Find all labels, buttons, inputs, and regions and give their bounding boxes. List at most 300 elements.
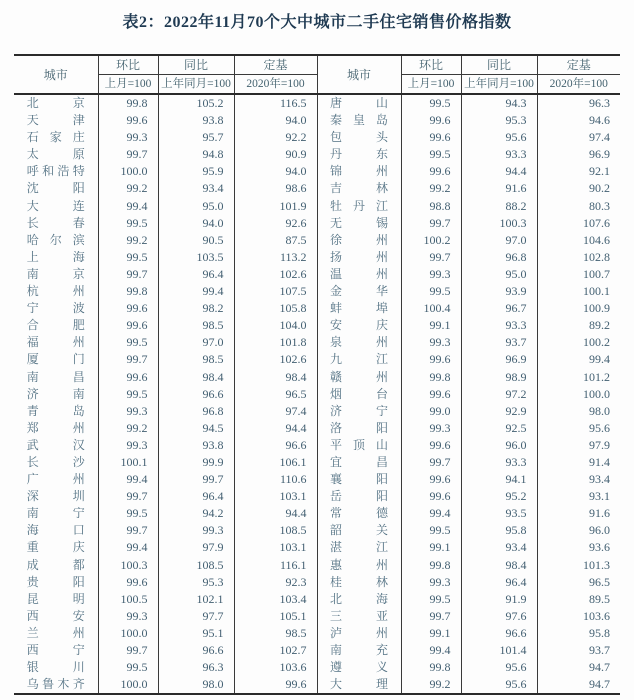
city-name: 徐州: [330, 232, 388, 247]
city-name: 北京: [26, 96, 85, 110]
yoy-value-left: 98.5: [158, 317, 234, 334]
mom-value-left: 99.7: [98, 351, 158, 368]
fixed-value-left: 97.4: [234, 403, 317, 420]
yoy-value-right: 98.9: [461, 369, 537, 386]
city-cell-left: [14, 369, 98, 386]
city-cell-right: [317, 420, 401, 437]
yoy-value-left: 94.5: [158, 420, 234, 437]
table-row: [14, 676, 620, 694]
yoy-value-left: 96.6: [158, 386, 234, 403]
yoy-value-right: 97.0: [461, 232, 537, 249]
table-row: [14, 232, 620, 249]
fixed-value-left: 108.5: [234, 522, 317, 539]
yoy-value-left: 108.5: [158, 557, 234, 574]
city-name: 济南: [26, 386, 85, 401]
city-name: 杭州: [26, 284, 85, 299]
fixed-value-right: 100.7: [537, 266, 620, 283]
city-name: 青岛: [26, 403, 85, 418]
city-cell-right: [317, 180, 401, 197]
table-row: [14, 505, 620, 522]
city-cell-right: [317, 266, 401, 283]
fixed-value-right: 100.2: [537, 334, 620, 351]
mom-value-right: 98.8: [401, 198, 461, 215]
city-cell-right: [317, 591, 401, 608]
mom-value-right: 99.8: [401, 369, 461, 386]
mom-value-left: 99.7: [98, 642, 158, 659]
mom-value-right: 99.6: [401, 351, 461, 368]
yoy-value-right: 91.9: [461, 591, 537, 608]
mom-value-left: 100.5: [98, 591, 158, 608]
mom-value-right: 99.2: [401, 676, 461, 694]
yoy-value-left: 99.9: [158, 454, 234, 471]
city-cell-left: [14, 608, 98, 625]
fixed-value-left: 94.0: [234, 163, 317, 180]
fixed-value-left: 94.0: [234, 112, 317, 129]
mom-value-left: 99.3: [98, 437, 158, 454]
mom-value-right: 99.5: [401, 94, 461, 112]
fixed-value-right: 93.7: [537, 642, 620, 659]
city-cell-right: [317, 437, 401, 454]
city-name: 北海: [330, 591, 388, 606]
yoy-value-left: 97.9: [158, 539, 234, 556]
city-name: 赣州: [330, 369, 388, 384]
yoy-value-right: 97.6: [461, 608, 537, 625]
city-name: 牡丹江: [330, 198, 388, 213]
fixed-value-right: 97.9: [537, 437, 620, 454]
city-cell-right: [317, 351, 401, 368]
yoy-value-right: 98.4: [461, 557, 537, 574]
city-name: 合肥: [26, 318, 85, 333]
city-cell-left: [14, 488, 98, 505]
city-name: 济宁: [330, 403, 388, 418]
city-name: 天津: [26, 113, 85, 128]
city-cell-right: [317, 249, 401, 266]
mom-value-left: 99.4: [98, 198, 158, 215]
city-name: 西安: [26, 608, 85, 623]
table-row: [14, 625, 620, 642]
city-name: 蚌埠: [330, 301, 388, 316]
table-row: [14, 386, 620, 403]
table-row: [14, 659, 620, 676]
city-name: 长沙: [26, 454, 85, 469]
yoy-value-right: 93.3: [461, 146, 537, 163]
table-row: [14, 488, 620, 505]
mom-value-left: 99.2: [98, 180, 158, 197]
city-name: 襄阳: [330, 472, 388, 487]
mom-value-right: 99.5: [401, 522, 461, 539]
mom-value-left: 99.2: [98, 420, 158, 437]
yoy-value-right: 94.4: [461, 163, 537, 180]
yoy-value-right: 93.3: [461, 317, 537, 334]
fixed-value-right: 80.3: [537, 198, 620, 215]
yoy-value-left: 93.4: [158, 180, 234, 197]
yoy-value-right: 95.6: [461, 129, 537, 146]
fixed-value-right: 94.6: [537, 112, 620, 129]
city-name: 宜昌: [330, 454, 388, 469]
yoy-value-left: 102.1: [158, 591, 234, 608]
table-body: [14, 94, 620, 694]
city-cell-left: [14, 386, 98, 403]
mom-value-left: 99.6: [98, 300, 158, 317]
mom-value-left: 99.8: [98, 283, 158, 300]
city-cell-left: [14, 454, 98, 471]
fixed-value-right: 100.9: [537, 300, 620, 317]
yoy-value-right: 100.3: [461, 215, 537, 232]
city-cell-right: [317, 317, 401, 334]
yoy-value-right: 95.6: [461, 659, 537, 676]
yoy-value-left: 98.2: [158, 300, 234, 317]
table-row: [14, 369, 620, 386]
city-cell-left: [14, 112, 98, 129]
city-name: 泸州: [330, 625, 388, 640]
table-row: [14, 522, 620, 539]
yoy-value-left: 95.3: [158, 574, 234, 591]
mom-value-right: 99.7: [401, 454, 461, 471]
yoy-value-right: 93.5: [461, 505, 537, 522]
fixed-value-right: 101.2: [537, 369, 620, 386]
city-name: 桂林: [330, 574, 388, 589]
mom-value-right: 99.6: [401, 386, 461, 403]
table-row: [14, 420, 620, 437]
fixed-value-right: 100.1: [537, 283, 620, 300]
table-row: [14, 608, 620, 625]
city-cell-left: [14, 180, 98, 197]
city-cell-left: [14, 198, 98, 215]
header-mom-right: 环比: [401, 55, 461, 75]
city-name: 锦州: [330, 164, 388, 179]
table-row: [14, 146, 620, 163]
yoy-value-right: 96.4: [461, 574, 537, 591]
table-row: [14, 266, 620, 283]
city-cell-right: [317, 386, 401, 403]
fixed-value-right: 104.6: [537, 232, 620, 249]
yoy-value-right: 93.7: [461, 334, 537, 351]
yoy-value-left: 93.8: [158, 437, 234, 454]
header-fixed-right: 定基: [537, 55, 620, 75]
yoy-value-left: 95.1: [158, 625, 234, 642]
city-name: 南京: [26, 266, 85, 281]
fixed-value-right: 89.2: [537, 317, 620, 334]
fixed-value-left: 102.6: [234, 351, 317, 368]
city-cell-right: [317, 454, 401, 471]
header-yoy-base-left: 上年同月=100: [158, 75, 234, 95]
fixed-value-right: 107.6: [537, 215, 620, 232]
header-row-1: [14, 55, 620, 75]
mom-value-left: 99.5: [98, 334, 158, 351]
fixed-value-right: 102.8: [537, 249, 620, 266]
header-yoy-right: 同比: [461, 55, 537, 75]
city-name: 大理: [330, 677, 388, 692]
fixed-value-right: 96.9: [537, 146, 620, 163]
yoy-value-left: 99.3: [158, 522, 234, 539]
table-row: [14, 180, 620, 197]
city-name: 吉林: [330, 181, 388, 196]
yoy-value-left: 96.4: [158, 488, 234, 505]
fixed-value-left: 98.6: [234, 180, 317, 197]
city-name: 唐山: [330, 96, 388, 110]
city-cell-left: [14, 471, 98, 488]
city-cell-right: [317, 403, 401, 420]
fixed-value-left: 98.4: [234, 369, 317, 386]
yoy-value-left: 98.4: [158, 369, 234, 386]
yoy-value-right: 101.4: [461, 642, 537, 659]
city-cell-right: [317, 300, 401, 317]
yoy-value-left: 94.2: [158, 505, 234, 522]
fixed-value-left: 87.5: [234, 232, 317, 249]
fixed-value-right: 93.6: [537, 539, 620, 556]
city-name: 泉州: [330, 335, 388, 350]
yoy-value-left: 93.8: [158, 112, 234, 129]
city-name: 韶关: [330, 523, 388, 538]
city-cell-right: [317, 505, 401, 522]
mom-value-left: 99.7: [98, 266, 158, 283]
city-name: 平顶山: [330, 437, 388, 452]
city-cell-left: [14, 505, 98, 522]
fixed-value-right: 93.4: [537, 471, 620, 488]
city-name: 洛阳: [330, 420, 388, 435]
fixed-value-left: 94.4: [234, 505, 317, 522]
city-name: 太原: [26, 147, 85, 162]
city-name: 厦门: [26, 352, 85, 367]
city-cell-right: [317, 522, 401, 539]
city-cell-right: [317, 369, 401, 386]
table-row: [14, 112, 620, 129]
city-name: 银川: [26, 660, 85, 675]
city-cell-right: [317, 215, 401, 232]
yoy-value-left: 103.5: [158, 249, 234, 266]
mom-value-right: 99.7: [401, 608, 461, 625]
fixed-value-left: 99.6: [234, 676, 317, 694]
city-cell-right: [317, 283, 401, 300]
mom-value-right: 99.3: [401, 420, 461, 437]
mom-value-right: 99.8: [401, 557, 461, 574]
yoy-value-left: 95.0: [158, 198, 234, 215]
mom-value-left: 100.3: [98, 557, 158, 574]
mom-value-left: 99.5: [98, 505, 158, 522]
fixed-value-left: 101.9: [234, 198, 317, 215]
city-name: 南昌: [26, 369, 85, 384]
yoy-value-left: 98.5: [158, 351, 234, 368]
city-name: 西宁: [26, 643, 85, 657]
yoy-value-left: 97.0: [158, 334, 234, 351]
fixed-value-left: 113.2: [234, 249, 317, 266]
city-cell-left: [14, 163, 98, 180]
yoy-value-right: 93.3: [461, 454, 537, 471]
fixed-value-left: 106.1: [234, 454, 317, 471]
fixed-value-right: 90.2: [537, 180, 620, 197]
yoy-value-right: 96.8: [461, 249, 537, 266]
yoy-value-left: 98.0: [158, 676, 234, 694]
mom-value-right: 99.1: [401, 625, 461, 642]
city-cell-left: [14, 215, 98, 232]
city-cell-left: [14, 676, 98, 694]
yoy-value-left: 99.4: [158, 283, 234, 300]
city-name: 深圳: [26, 489, 85, 504]
mom-value-right: 100.4: [401, 300, 461, 317]
mom-value-left: 100.1: [98, 454, 158, 471]
city-cell-left: [14, 420, 98, 437]
table-row: [14, 215, 620, 232]
table-row: [14, 539, 620, 556]
mom-value-left: 99.6: [98, 369, 158, 386]
fixed-value-right: 93.1: [537, 488, 620, 505]
fixed-value-left: 90.9: [234, 146, 317, 163]
mom-value-right: 99.6: [401, 129, 461, 146]
fixed-value-right: 101.3: [537, 557, 620, 574]
mom-value-left: 99.8: [98, 94, 158, 112]
fixed-value-left: 103.1: [234, 539, 317, 556]
mom-value-right: 99.6: [401, 163, 461, 180]
yoy-value-left: 105.2: [158, 94, 234, 112]
table-row: [14, 403, 620, 420]
city-cell-left: [14, 129, 98, 146]
table-row: [14, 94, 620, 112]
yoy-value-right: 95.8: [461, 522, 537, 539]
city-cell-right: [317, 163, 401, 180]
city-name: 烟台: [330, 386, 388, 401]
mom-value-right: 99.3: [401, 266, 461, 283]
fixed-value-right: 98.0: [537, 403, 620, 420]
city-name: 包头: [330, 130, 388, 145]
city-name: 福州: [26, 335, 85, 350]
mom-value-right: 99.2: [401, 180, 461, 197]
city-name: 南宁: [26, 506, 85, 521]
yoy-value-right: 95.0: [461, 266, 537, 283]
city-cell-right: [317, 642, 401, 659]
fixed-value-left: 103.4: [234, 591, 317, 608]
mom-value-left: 99.5: [98, 215, 158, 232]
city-cell-right: [317, 659, 401, 676]
city-cell-left: [14, 300, 98, 317]
yoy-value-right: 95.3: [461, 112, 537, 129]
table-row: [14, 300, 620, 317]
mom-value-left: 100.0: [98, 163, 158, 180]
city-cell-right: [317, 94, 401, 112]
yoy-value-left: 96.3: [158, 659, 234, 676]
yoy-value-left: 94.0: [158, 215, 234, 232]
yoy-value-right: 94.3: [461, 94, 537, 112]
city-cell-left: [14, 232, 98, 249]
fixed-value-right: 92.1: [537, 163, 620, 180]
yoy-value-right: 95.2: [461, 488, 537, 505]
header-mom-base-right: 上月=100: [401, 75, 461, 95]
city-name: 扬州: [330, 249, 388, 264]
city-cell-right: [317, 625, 401, 642]
fixed-value-right: 99.4: [537, 351, 620, 368]
table-row: [14, 351, 620, 368]
city-name: 昆明: [26, 591, 85, 606]
city-name: 大连: [26, 198, 85, 213]
city-cell-left: [14, 574, 98, 591]
mom-value-right: 99.5: [401, 146, 461, 163]
city-cell-right: [317, 574, 401, 591]
city-name: 重庆: [26, 540, 85, 555]
fixed-value-right: 100.0: [537, 386, 620, 403]
fixed-value-left: 96.5: [234, 386, 317, 403]
fixed-value-right: 95.6: [537, 420, 620, 437]
city-name: 遵义: [330, 660, 388, 675]
mom-value-left: 99.4: [98, 471, 158, 488]
fixed-value-left: 110.6: [234, 471, 317, 488]
city-name: 呼和浩特: [26, 164, 85, 179]
mom-value-right: 99.7: [401, 249, 461, 266]
city-cell-right: [317, 129, 401, 146]
yoy-value-left: 99.7: [158, 471, 234, 488]
mom-value-right: 99.3: [401, 574, 461, 591]
mom-value-right: 99.3: [401, 334, 461, 351]
fixed-value-right: 91.6: [537, 505, 620, 522]
fixed-value-left: 92.6: [234, 215, 317, 232]
fixed-value-right: 95.8: [537, 625, 620, 642]
fixed-value-left: 103.6: [234, 659, 317, 676]
header-city-right: 城市: [317, 55, 401, 94]
mom-value-right: 99.6: [401, 112, 461, 129]
city-name: 金华: [330, 284, 388, 299]
table-row: [14, 437, 620, 454]
fixed-value-right: 91.4: [537, 454, 620, 471]
yoy-value-left: 95.9: [158, 163, 234, 180]
city-cell-left: [14, 659, 98, 676]
fixed-value-left: 104.0: [234, 317, 317, 334]
price-index-table: [14, 54, 620, 695]
mom-value-right: 99.6: [401, 437, 461, 454]
mom-value-left: 99.7: [98, 146, 158, 163]
city-name: 无锡: [330, 215, 388, 230]
mom-value-right: 99.7: [401, 215, 461, 232]
mom-value-right: 99.1: [401, 539, 461, 556]
city-name: 郑州: [26, 420, 85, 435]
city-cell-right: [317, 608, 401, 625]
city-cell-right: [317, 112, 401, 129]
city-cell-right: [317, 539, 401, 556]
yoy-value-right: 97.2: [461, 386, 537, 403]
header-fixed-base-right: 2020年=100: [537, 75, 620, 95]
city-name: 长春: [26, 215, 85, 230]
city-name: 南充: [330, 643, 388, 657]
mom-value-right: 99.6: [401, 471, 461, 488]
fixed-value-left: 96.6: [234, 437, 317, 454]
mom-value-left: 99.3: [98, 403, 158, 420]
table-row: [14, 574, 620, 591]
city-cell-right: [317, 676, 401, 694]
city-cell-left: [14, 283, 98, 300]
yoy-value-left: 96.4: [158, 266, 234, 283]
mom-value-left: 99.7: [98, 522, 158, 539]
city-cell-right: [317, 557, 401, 574]
yoy-value-right: 96.0: [461, 437, 537, 454]
city-name: 兰州: [26, 625, 85, 640]
header-mom-left: 环比: [98, 55, 158, 75]
mom-value-left: 99.3: [98, 608, 158, 625]
yoy-value-right: 92.9: [461, 403, 537, 420]
fixed-value-left: 105.8: [234, 300, 317, 317]
table-row: [14, 249, 620, 266]
header-city-left: 城市: [43, 67, 68, 82]
mom-value-right: 100.2: [401, 232, 461, 249]
table-row: [14, 591, 620, 608]
fixed-value-right: 103.6: [537, 608, 620, 625]
city-name: 武汉: [26, 437, 85, 452]
table-row: [14, 454, 620, 471]
city-cell-left: [14, 522, 98, 539]
yoy-value-left: 94.8: [158, 146, 234, 163]
city-cell-right: [317, 232, 401, 249]
city-cell-left: [14, 317, 98, 334]
city-name: 岳阳: [330, 489, 388, 504]
yoy-value-right: 96.9: [461, 351, 537, 368]
city-cell-left: [14, 249, 98, 266]
city-name: 宁波: [26, 301, 85, 316]
